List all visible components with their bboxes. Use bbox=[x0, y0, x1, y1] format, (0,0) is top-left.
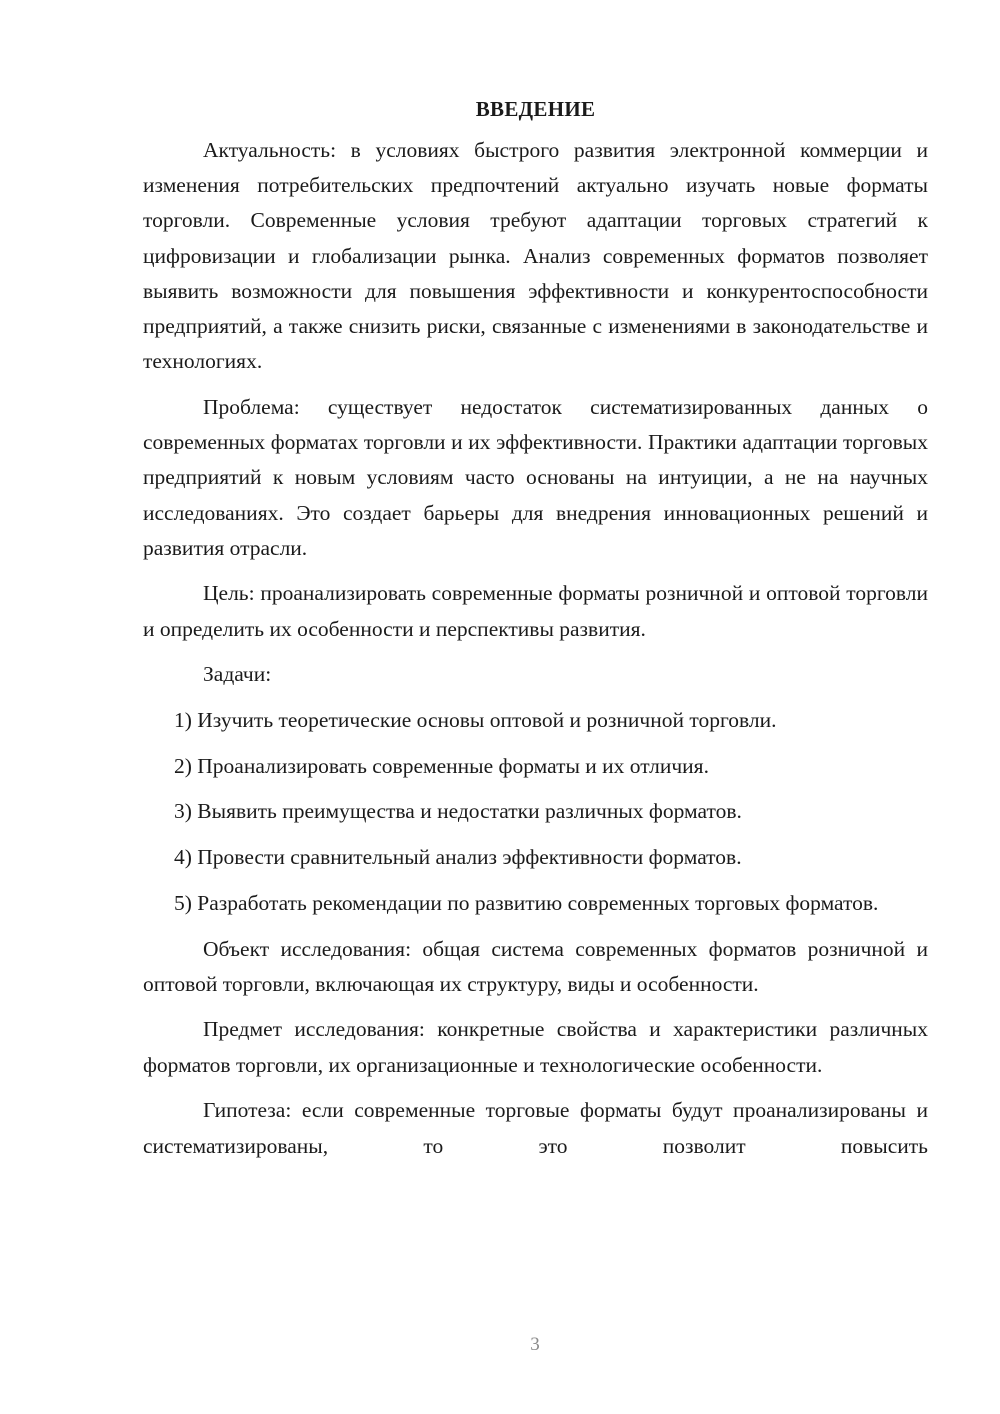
page-number: 3 bbox=[530, 1334, 540, 1355]
page-content bbox=[143, 92, 928, 1174]
task-item-5: 5) Разработать рекомендации по развитию современных торговых форматов. bbox=[174, 890, 879, 915]
problem-paragraph: Проблема: существует недостаток систематизированных данных о современных форматах торговли и их эффективности. Практики адаптации торговых предприятий к новым условиям часто основаны на интуиции, а не на научных исследованиях. Это создает барьеры для внедрения инновационных решений и развития отрасли. bbox=[143, 394, 928, 560]
subject-paragraph: Предмет исследования: конкретные свойства и характеристики различных форматов торговли, их организационные и технологические особенности. bbox=[143, 1017, 928, 1077]
task-item-3: 3) Выявить преимущества и недостатки различных форматов. bbox=[174, 799, 742, 824]
hypothesis-paragraph: Гипотеза: если современные торговые форматы будут проанализированы и систематизированы, то это позволит повысить bbox=[143, 1098, 928, 1158]
task-item-4: 4) Провести сравнительный анализ эффективности форматов. bbox=[174, 845, 742, 870]
task-item-2: 2) Проанализировать современные форматы и их отличия. bbox=[174, 753, 709, 778]
goal-paragraph: Цель: проанализировать современные форматы розничной и оптовой торговли и определить их особенности и перспективы развития. bbox=[143, 581, 928, 641]
task-item-1: 1) Изучить теоретические основы оптовой и розничной торговли. bbox=[174, 708, 777, 733]
relevance-paragraph: Актуальность: в условиях быстрого развития электронной коммерции и изменения потребительских предпочтений актуально изучать новые форматы торговли. Современные условия требуют адаптации торговых стратегий к цифровизации и глобализации рынка. Анализ современных форматов позволяет выявить возможности для повышения эффективности и конкурентоспособности предприятий, а также снизить риски, связанные с изменениями в законодательстве и технологиях. bbox=[143, 138, 928, 374]
tasks-label: Задачи: bbox=[203, 662, 272, 687]
object-paragraph: Объект исследования: общая система современных форматов розничной и оптовой торговли, включающая их структуру, виды и особенности. bbox=[143, 936, 928, 996]
section-heading: ВВЕДЕНИЕ bbox=[475, 97, 596, 121]
